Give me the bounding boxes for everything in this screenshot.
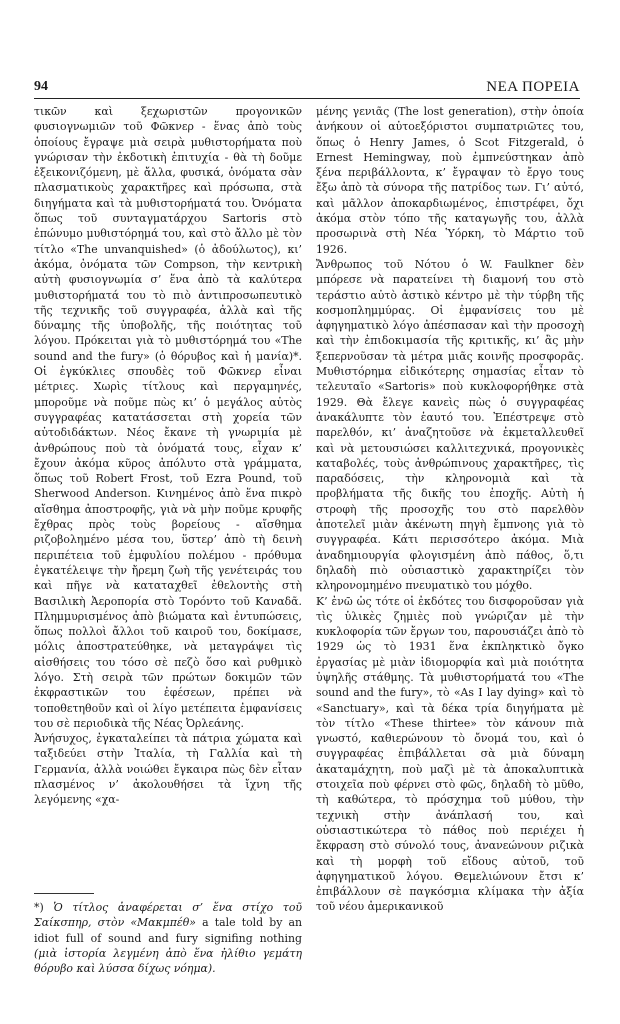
footnote-marker: *) (34, 901, 44, 914)
footnote (34, 900, 302, 976)
left-paragraph-2: Ἀνήσυχος, ἐγκαταλείπει τὰ πάτρια χώματα καὶ ταξιδεύει στὴν Ἰταλία, τὴ Γαλλία καὶ τὴ Γερμανία, ἀλλὰ νοιώθει ἔγκαιρα πὼς δὲν εἶταν πλασμένος ν’ ἀκολουθήσει τὰ ἴχνη τῆς λεγόμενης «χα- (34, 732, 302, 807)
left-paragraph-1: τικῶν καὶ ξεχωριστῶν προγονικῶν φυσιογνωμιῶν τοῦ Φῶκνερ - ἕνας ἀπὸ τοὺς ὁποίους ἔγραψε μιὰ σειρὰ μυθιστορήματα ποὺ γνώρισαν τὴν ἐκδοτικὴ ἐπιτυχία - θὰ τὴ δοῦμε ἐξεικονιζόμενη, μὲ ἄλλα, φυσικά, ὀνόματα σὰν πλασματικοὺς χαρακτῆρες καὶ πρόσωπα, στὰ διηγήματα καὶ τὰ μυθιστορήματά του. Ὀνόματα ὅπως τοῦ συνταγματάρχου Sartoris στὸ ἐπώνυμο μυθιστόρημά του, καὶ στὸ ἄλλο μὲ τὸν τίτλο «The unvanquished» (ὁ ἀδούλωτος), κι’ ἀκόμα, ὀνόματα τῶν Compson, τὴν κεντρικὴ αὐτὴ φυσιογνωμία σ’ ἕνα ἀπὸ τὰ καλύτερα μυθιστορήματά του τὸ πιὸ ἀντιπροσωπευτικὸ τῆς τεχνικῆς τοῦ συγγραφέα, ἀλλὰ καὶ τῆς δύναμης τῆς ὑποβολῆς, τῆς ποιότητας τοῦ λόγου. Πρόκειται γιὰ τὸ μυθιστόρημά του «The sound and the fury» (ὁ θόρυβος καὶ ἡ μανία)*. Οἱ ἐγκύκλιες σπουδὲς τοῦ Φῶκνερ εἶναι μέτριες. Χωρὶς τίτλους καὶ περγαμηνές, μποροῦμε νὰ ποῦμε πὼς κι’ ὁ μεγάλος αὐτὸς συγγραφέας κατατάσσεται στὴ χορεία τῶν αὐτοδιδάκτων. Νέος ἔκανε τὴ γνωριμία μὲ ἀνθρώπους ποὺ τὰ ὀνόματά τους, εἶχαν κ’ ἔχουν ἀκόμα κῦρος ἀπόλυτο στὰ γράμματα, ὅπως τοῦ Robert Frost, τοῦ Ezra Pound, τοῦ Sherwood Anderson. Κινημένος ἀπὸ ἕνα πικρὸ αἴσθημα ἀποστροφῆς, γιὰ νὰ μὴν ποῦμε κρυφῆς ἔχθρας πρὸς τοὺς βορείους - αἴσθημα ριζοβολημένο μέσα του, ὕστερ’ ἀπὸ τὴ δεινὴ περιπέτεια τοῦ ἐμφυλίου πολέμου - πρόθυμα ἐγκατέλειψε τὴν ἤρεμη ζωὴ τῆς γενέτειράς του καὶ πῆγε νὰ καταταχθεῖ ἐθελοντὴς στὴ Βασιλικὴ Ἀεροπορία στὸ Τορόντο τοῦ Καναδᾶ. Πλημμυρισμένος ἀπὸ βιώματα καὶ ἐντυπώσεις, ὅπως πολλοὶ ἄλλοι τοῦ καιροῦ του, δοκίμασε, μόλις ἀποστρατεύθηκε, νὰ μεταγράψει τὶς αἰσθήσεις του τόσο σὲ πεζὸ ὅσο καὶ ρυθμικὸ λόγο. Στὴ σειρὰ τῶν πρώτων δοκιμῶν τῶν ἐκφραστικῶν του ἐφέσεων, πρέπει νὰ τοποθετηθοῦν καὶ οἱ λίγο μετέπειτα ἐμφανίσεις του σὲ περιοδικὰ τῆς Νέας Ὀρλεάνης. (34, 105, 302, 730)
footnote-rule (34, 893, 94, 894)
page-number: 94 (34, 79, 48, 94)
page-header (34, 76, 580, 99)
right-paragraph-1: μένης γενιᾶς (The lost generation), στὴν ὁποία ἀνήκουν οἱ αὐτοεξόριστοι συμπατριῶτες του, ὅπως ὁ Henry James, ὁ Scot Fitzgerald, ὁ Ernest Hemingway, ποὺ ἐμπνεύστηκαν ἀπὸ ξένα περιβάλλοντα, κ’ ἔγραψαν τὸ ἔργο τους ἔξω ἀπὸ τὰ σύνορα τῆς πατρίδος των. Γι’ αὐτό, καὶ μᾶλλον ἀποκαρδιωμένος, ἐπιστρέφει, ὄχι ἀκόμα στὸν τόπο τῆς καταγωγῆς του, ἀλλὰ προσωρινὰ στὴ Νέα Ὑόρκη, τὸ Μάρτιο τοῦ 1926. (316, 105, 584, 256)
right-column (316, 104, 584, 915)
footnote-english-quote: a tale told by an idiot full of sound and fury signifing nothing (34, 916, 302, 945)
footnote-greek-intro: Ὁ τίτλος ἀναφέρεται σ’ ἕνα στίχο τοῦ Σαίκσπηρ, στὸν «Μακμπέθ» (34, 901, 302, 930)
right-paragraph-2: Ἄνθρωπος τοῦ Νότου ὁ W. Faulkner δὲν μπόρεσε νὰ παρατείνει τὴ διαμονή του στὸ τεράστιο αὐτὸ ἀστικὸ κέντρο μὲ τὴν τύρβη τῆς κοσμοπλημμύρας. Οἱ ἐμφανίσεις του μὲ ἀφηγηματικὸ λόγο ἀπέσπασαν καὶ τὴν προσοχὴ καὶ τὴν ἐπιδοκιμασία τῆς κριτικῆς, κι’ ἂς μὴν ξεπερνοῦσαν τὰ μέτρα μιᾶς κοινῆς προσφορᾶς. Μυθιστόρημα εἰδικότερης σημασίας εἶταν τὸ τελευταῖο «Sartoris» ποὺ κυκλοφορήθηκε στὰ 1929. Θὰ ἔλεγε κανεὶς πὼς ὁ συγγραφέας ἀνακάλυπτε τὸν ἑαυτό του. Ἐπέστρεψε στὸ παρελθόν, κι’ ἀναζητοῦσε νὰ ἐκμεταλλευθεῖ καὶ νὰ μετουσιώσει καλλιτεχνικά, προγονικὲς καταβολές, τοὺς ἀνθρώπινους χαρακτῆρες, τὶς παραδόσεις, τὴν κληρονομιὰ καὶ τὰ προβλήματα τῆς δικῆς του ἐποχῆς. Αὐτὴ ἡ στροφὴ τῆς προσοχῆς του στὸ παρελθὸν ἀποτελεῖ μιὰν ἀκένωτη πηγὴ ἔμπνοης γιὰ τὸ συγγραφέα. Κάτι περισσότερο ἀκόμα. Μιὰ ἀναδημιουργία φλογισμένη ἀπὸ πάθος, ὅ,τι δηλαδὴ πιὸ οὐσιαστικὸ χαρακτηρίζει τὸν κληρονομημένο πνευματικὸ του μόχθο. (316, 257, 584, 593)
running-title: ΝΕΑ ΠΟΡΕΙΑ (486, 79, 580, 95)
left-column (34, 104, 302, 808)
footnote-greek-translation: (μιὰ ἱστορία λεγμένη ἀπὸ ἕνα ἠλίθιο γεμάτη θόρυβο καὶ λύσσα δίχως νόημα). (34, 946, 302, 976)
right-paragraph-3: Κ’ ἐνῶ ὡς τότε οἱ ἐκδότες του δισφοροῦσαν γιὰ τὶς ὑλικὲς ζημιὲς ποὺ γνώριζαν μὲ τὴν κυκλοφορία τῶν ἔργων του, παρουσιάζει ἀπὸ τὸ 1929 ὡς τὸ 1931 ἕνα ἐκπληκτικὸ ὄγκο ἐργασίας μὲ μιὰν ἰδιομορφία καὶ μιὰ ποιότητα ὑψηλῆς στάθμης. Τὰ μυθιστορήματά του «The sound and the fury», τὸ «As I lay dying» καὶ τὸ «Sanctuary», καὶ τὰ δέκα τρία διηγήματα μὲ τὸν τίτλο «These thirtee» τὸν κάνουν πιὰ γνωστό, καθιερώνουν τὸ ὄνομά του, καὶ ὁ συγγραφέας ἐπιβάλλεται σὰ μιὰ δύναμη ἀκαταμάχητη, ποὺ μαζὶ μὲ τὰ ἀποκαλυπτικὰ στοιχεῖα ποὺ φέρνει στὸ φῶς, δηλαδὴ τὸ μῦθο, τὴ καθώτερα, τὸ πρόσχημα τοῦ μύθου, τὴν τεχνικὴ στὴν ἀνάπλασή του, καὶ οὐσιαστικώτερα τὸ πάθος ποὺ περιέχει ἡ ἔκφραση στὸ σύνολό τους, ἀνανεώνουν ριζικὰ καὶ τὴ μορφὴ τοῦ εἴδους αὐτοῦ, τοῦ ἀφηγηματικοῦ λόγου. Θεμελιώνουν ἔτσι κ’ ἐπιβάλλουν σὲ παγκόσμια κλίμακα τὴν ἀξία τοῦ νέου ἀμερικανικοῦ (316, 594, 584, 914)
